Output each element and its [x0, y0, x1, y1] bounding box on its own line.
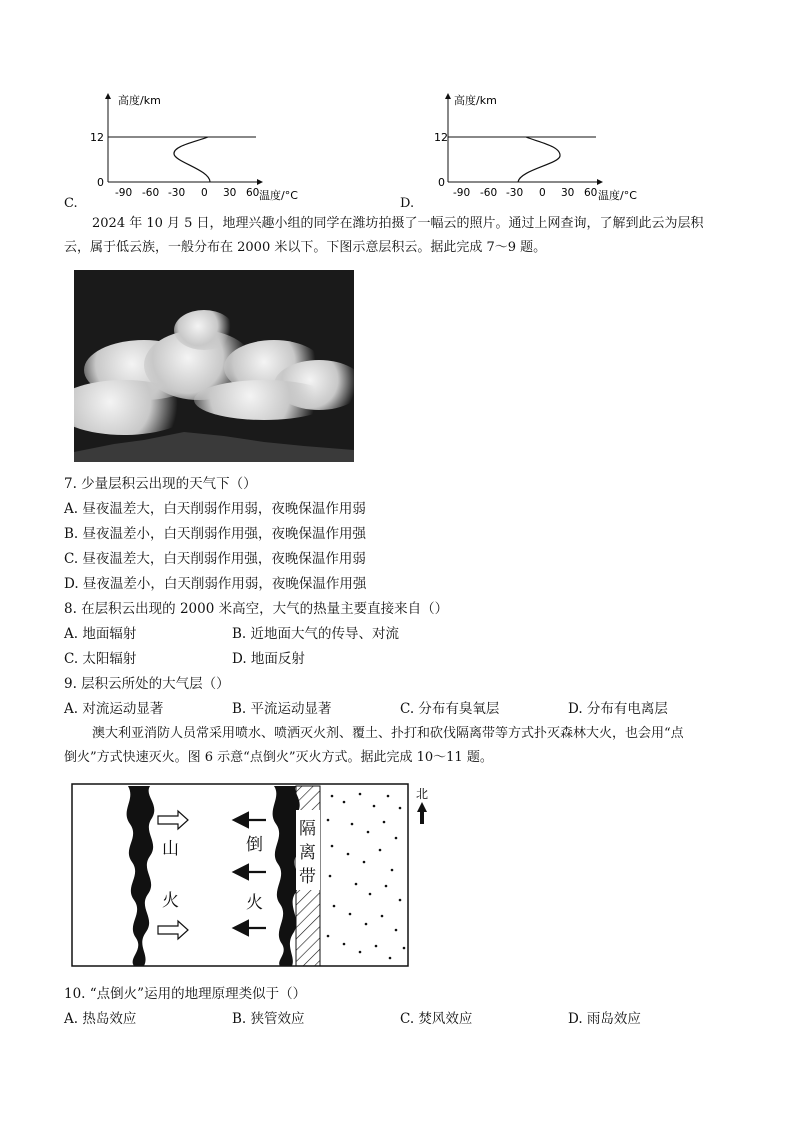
q8-option-c: C. 太阳辐射 [64, 651, 137, 667]
q10-option-b: B. 狭管效应 [232, 1011, 305, 1027]
x-tick: -60 [480, 187, 498, 199]
label-firebreak-3: 带 [299, 867, 316, 887]
label-mountain: 山 [162, 839, 179, 859]
y-tick-0: 0 [97, 176, 104, 189]
q7-option-d: D. 昼夜温差小，白天削弱作用弱，夜晚保温作用强 [64, 576, 367, 592]
x-tick: 0 [201, 187, 208, 199]
y-tick-12: 12 [90, 131, 104, 144]
x-tick: -90 [453, 187, 471, 199]
q10-option-c: C. 焚风效应 [400, 1011, 473, 1027]
question-7-stem: 7. 少量层积云出现的天气下（） [64, 476, 257, 492]
x-tick: 0 [539, 187, 546, 199]
q7-option-b: B. 昼夜温差小，白天削弱作用强，夜晚保温作用强 [64, 526, 367, 542]
back-burning-diagram [70, 780, 440, 970]
x-tick: -30 [168, 187, 186, 199]
y-tick-12: 12 [434, 131, 448, 144]
temperature-curve [518, 137, 560, 182]
question-8-stem: 8. 在层积云出现的 2000 米高空，大气的热量主要直接来自（） [64, 601, 449, 617]
intro-paragraph-line: 云，属于低云族，一般分布在 2000 米以下。下图示意层积云。据此完成 7～9 题。 [64, 240, 547, 255]
x-tick: 30 [223, 187, 237, 199]
q10-option-d: D. 雨岛效应 [568, 1011, 641, 1027]
q8-option-d: D. 地面反射 [232, 651, 305, 667]
temperature-curve [174, 137, 210, 182]
x-tick: -30 [506, 187, 524, 199]
temperature-profile-chart-d [396, 88, 646, 210]
question-9-stem: 9. 层积云所处的大气层（） [64, 676, 230, 692]
q7-option-c: C. 昼夜温差大，白天削弱作用强，夜晚保温作用弱 [64, 551, 366, 567]
y-axis-label: 高度/km [118, 94, 161, 107]
diagram-frame [72, 784, 408, 966]
q8-option-a: A. 地面辐射 [64, 626, 137, 642]
q9-option-b: B. 平流运动显著 [232, 701, 332, 717]
temperature-profile-chart-c [60, 88, 300, 210]
intro-paragraph-line: 澳大利亚消防人员常采用喷水、喷洒灭火剂、覆土、扑打和砍伐隔离带等方式扑灭森林大火，也会用“点 [92, 726, 684, 741]
label-fire: 火 [162, 891, 179, 911]
label-firebreak-2: 离 [299, 843, 316, 863]
x-tick: 60 [246, 187, 260, 199]
label-firebreak-1: 隔 [299, 819, 316, 839]
q9-option-c: C. 分布有臭氧层 [400, 701, 500, 717]
mountain-silhouette [74, 422, 354, 462]
q10-option-a: A. 热岛效应 [64, 1011, 137, 1027]
q9-option-a: A. 对流运动显著 [64, 701, 164, 717]
x-axis-label: 温度/°C [598, 189, 637, 202]
q9-option-d: D. 分布有电离层 [568, 701, 668, 717]
x-axis-label: 温度/°C [259, 189, 298, 202]
label-fire-2: 火 [246, 893, 263, 913]
y-axis-label: 高度/km [454, 94, 497, 107]
q8-option-b: B. 近地面大气的传导、对流 [232, 626, 400, 642]
north-arrow-icon [417, 802, 427, 824]
option-label-c: C. [64, 196, 78, 211]
q7-option-a: A. 昼夜温差大，白天削弱作用弱，夜晚保温作用弱 [64, 501, 366, 517]
x-tick: -90 [115, 187, 133, 199]
question-10-stem: 10. “点倒火”运用的地理原理类似于（） [64, 986, 307, 1002]
stratocumulus-photo [74, 270, 354, 462]
x-tick: 30 [561, 187, 575, 199]
x-tick: 60 [584, 187, 598, 199]
intro-paragraph-line: 倒火”方式快速灭火。图 6 示意“点倒火”灭火方式。据此完成 10～11 题。 [64, 750, 493, 765]
north-label: 北 [416, 787, 429, 801]
y-tick-0: 0 [438, 176, 445, 189]
intro-paragraph-line: 2024 年 10 月 5 日，地理兴趣小组的同学在潍坊拍摄了一幅云的照片。通过上网查询，了解到此云为层积 [92, 216, 704, 231]
option-label-d: D. [400, 196, 415, 211]
label-back: 倒 [246, 835, 263, 855]
x-tick: -60 [142, 187, 160, 199]
